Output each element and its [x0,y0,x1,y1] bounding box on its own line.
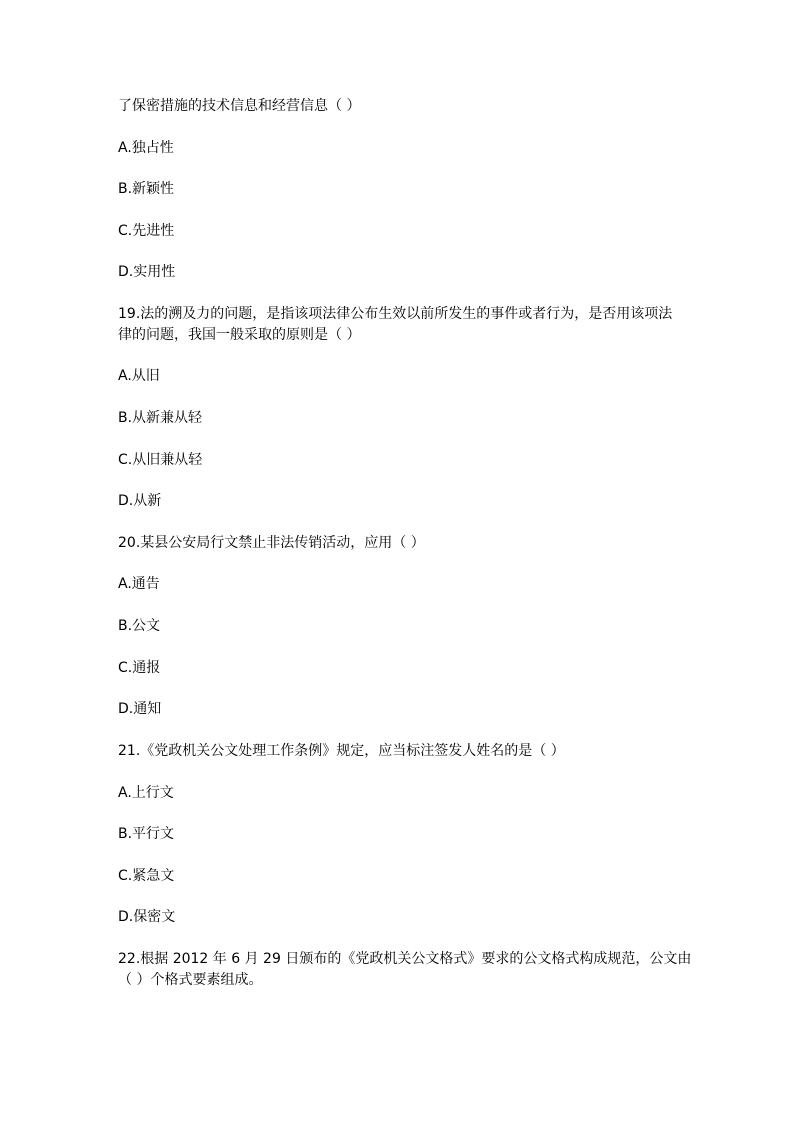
option-a: A.上行文 [118,785,174,801]
option-c: C.先进性 [118,223,175,239]
question-21: 21.《党政机关公文处理工作条例》规定，应当标注签发人姓名的是（ ） [118,743,565,759]
option-a: A.从旧 [118,368,160,384]
option-a: A.通告 [118,576,160,592]
option-a: A.独占性 [118,140,174,156]
option-d: D.保密文 [118,909,176,925]
option-c: C.从旧兼从轻 [118,452,203,468]
question-22-line-2: （ ）个格式要素组成。 [118,972,263,988]
question-20: 20.某县公安局行文禁止非法传销活动，应用（ ） [118,535,425,551]
option-b: B.平行文 [118,826,175,842]
option-d: D.通知 [118,701,162,717]
question-19-line-1: 19.法的溯及力的问题，是指该项法律公布生效以前所发生的事件或者行为，是否用该项法 [118,306,673,322]
question-22-line-1: 22.根据 2012 年 6 月 29 日颁布的《党政机关公文格式》要求的公文格式构成规范，公文由 [118,951,692,967]
option-b: B.公文 [118,618,161,634]
option-d: D.实用性 [118,264,176,280]
question-18-stem-end: 了保密措施的技术信息和经营信息（ ） [118,98,361,114]
option-c: C.通报 [118,660,161,676]
option-c: C.紧急文 [118,868,175,884]
option-d: D.从新 [118,493,162,509]
option-b: B.新颖性 [118,181,175,197]
option-b: B.从新兼从轻 [118,410,203,426]
question-19-line-2: 律的问题，我国一般采取的原则是（ ） [118,327,361,343]
